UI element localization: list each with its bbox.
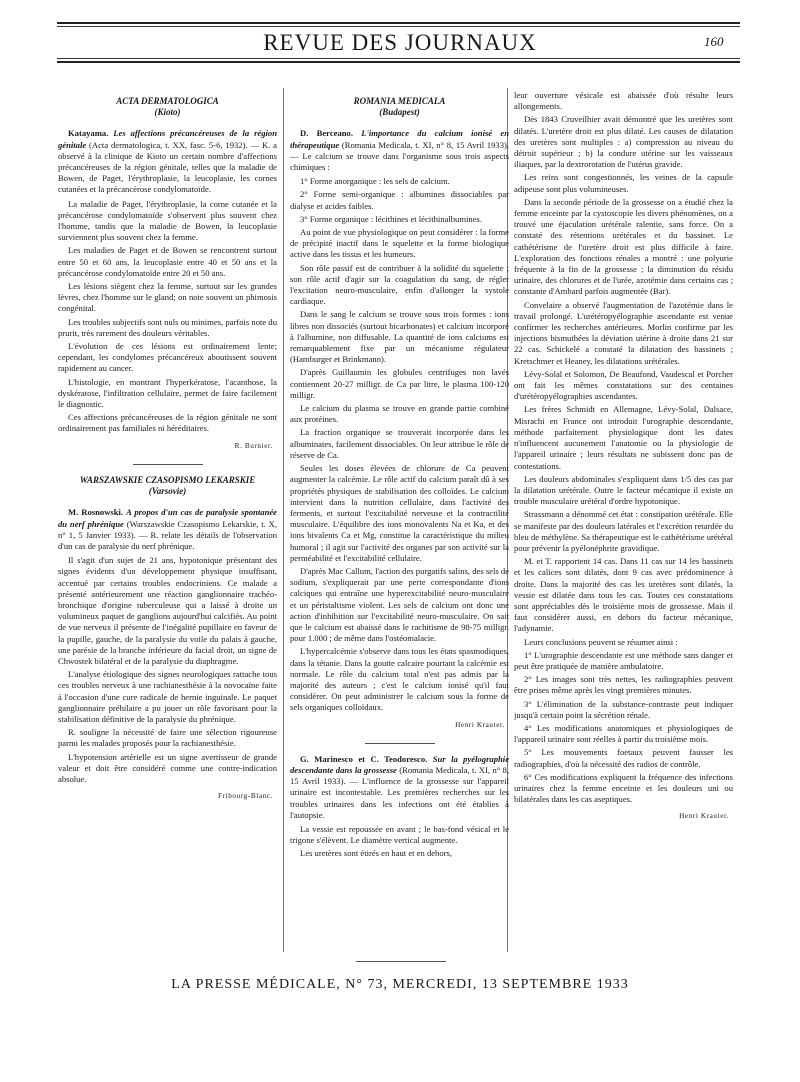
paragraph: D'après Mac Callum, l'action des purgatifs salins, des sels de sodium, s'expliquerait par une perte correspondante d'ions calciques qui entraîne une hyperexcitabilité neuro-musculaire et un péristaltisme violent. Les sels de calcium ont donc une action d'inhibition sur l'excitabilité neuro-musculaire. On sait que le calcium est abaissé dans le rachitisme de 98-75 milligr. pour 1.000 ; de même dans l'ostéomalacie. (290, 565, 509, 644)
paragraph: Dans la seconde période de la grossesse on a étudié chez la femme enceinte par la cystoscopie les divers phénomènes, on a trouvé une éjaculation urétérale ralentie, sans force. On a constaté des rétentions urétérales et du bassinet. Le cathétérisme de l'uretère droit est plus difficile à faire. L'exploration des fonctions rénales a montré : une polyurie fréquente à la fin de la grossesse ; la diminution du résidu urinaire, des chlorures et de l'urée, azotémie dans certains cas ; constante d'Ambard parfois augmentée (Bar). (514, 196, 733, 297)
journal-city: (Varsovie) (148, 486, 187, 497)
page-number: 160 (704, 34, 724, 49)
paragraph: L'analyse étiologique des signes neurologiques rattache tous ces troubles nerveux à une rachianesthésie à la novocaïne faite à l'occasion d'une cure radicale de hernie inguinale. Le paquet ganglionnaire préhilaire a pu jouer un rôle favorisant pour la stabilisation définitive de la paralysie du phrénique. (58, 669, 277, 724)
section-separator (365, 743, 435, 744)
article-heading (58, 507, 277, 552)
footer-rule (356, 961, 446, 962)
article-author: G. Marinesco et C. Teodoresco. (300, 753, 428, 764)
header-rule-bottom (57, 58, 740, 59)
list-item: 5° Les mouvements foetaux peuvent fausser les radiographies, d'où la nécessité des radios de contrôle. (514, 747, 733, 769)
column-3 (514, 90, 733, 952)
article-reference: (Acta dermatologica, t. XX, fasc. 5-6, 1932). — K. a observé à la clinique de Kioto un certain nombre d'affections précancéreuses de la région génitale, telles que la maladie de Bowen, de Paget, l'érythroplasie, la leucoplasie, les cornes cutanées et la précancérose condylomatoïde. (58, 139, 277, 195)
article-heading (290, 754, 509, 821)
article-title: L'importance du calcium ionisé en thérapeutique (290, 128, 509, 150)
paragraph: Ces affections précancéreuses de la région génitale ne sont ordinairement pas familiales ni héréditaires. (58, 412, 277, 434)
paragraph: Les troubles subjectifs sont nuls ou minimes, parfois note du prurit, très rarement des douleurs véritables. (58, 316, 277, 338)
paragraph: M. et T. rapportent 14 cas. Dans 11 cas sur 14 les bassinets et les calices sont dilatés, dont 9 cas avec prédominence à droite. Dans la majorité des cas les uretères sont dilatés, la vessie est dilatée dans tous les cas. Toutes ces constatations sont appréciables dès le troisième mois de grossesse. Mais il faut considérer aussi, en dehors du facteur mécanique, l'adynamie. (514, 556, 733, 634)
paragraph: Le calcium du plasma se trouve en grande partie combiné aux protéines. (290, 403, 509, 425)
paragraph: Les frères Schmidt en Allemagne, Lévy-Solal, Dalsace, Misrachi en France ont introduit l'urographie descendante, méthode parfaitement physiologique dont les dates n'influencent aucunement l'anatomie ou la physiologie de l'appareil urinaire ; leurs résultats ne subissent donc pas de contestations. (514, 404, 733, 471)
list-item: 3° L'élimination de la substance-contraste peut indiquer jusqu'à certain point la sécrétion rénale. (514, 698, 733, 720)
article-signature: Henri Krauter. (455, 720, 505, 729)
column-divider-1 (283, 88, 284, 952)
page-title: REVUE DES JOURNAUX (263, 30, 537, 55)
article-title: Sur la pyélographie descendante dans la grossesse (290, 753, 509, 775)
article-reference: (Romania Medicala, t. XI, n° 8, 15 Avril 1933). — Le calcium se trouve dans l'organisme sous trois aspects chimiques : (290, 139, 509, 173)
journal-city: (Budapest) (379, 107, 420, 118)
paragraph: Les uretères sont étirés en haut et en dehors, (300, 848, 453, 859)
paragraph: R. souligne la nécessité de faire une sélection rigoureuse parmi les malades proposés pour la rachianesthésie. (58, 727, 277, 749)
article-heading (58, 128, 277, 195)
paragraph: L'évolution de ces lésions est ordinairement lente; cependant, les condylomes précancéreux aboutissent souvent rapidement au cancer. (58, 341, 277, 374)
paragraph: Convelaire a observé l'augmentation de l'azotémie dans le travail prolongé. L'urétéropyélographie ascendante est venue confirmer les recherches antérieures. Morlin confirme par les injections bismuthées la déviation utérine à droite dans 21 sur 22 cas. Schickelé a constaté la dilatation des bassinets ; Kretschmer et Heaney, les dilatations urétérales. (514, 299, 733, 366)
paragraph: L'hypotension artérielle est un signe avertisseur de grande valeur et doit être considéré comme une contre-indication absolue. (58, 751, 277, 784)
paragraph: Les maladies de Paget et de Bowen se rencontrent surtout entre 50 et 60 ans, la leucoplasie entre 40 et 50 ans et la précancérose condylomatoïde entre 20 et 50 ans. (58, 245, 277, 278)
paragraph: Dès 1843 Cruveilhier avait démontré que les uretères sont dilatés. L'uretère droit est plus dilaté. Les causes de dilatation des uretères sont multiples : a) compression au niveau du détroit supérieur ; b) la condure utérine sur les vaisseaux iliaques, par la dextrorotation de l'utérus gravide. (514, 114, 733, 170)
paragraph: leur ouverture vésicale est abaissée d'où résulte leurs allongements. (514, 90, 733, 112)
article-author: D. Berceano. (300, 128, 353, 139)
paragraph: La vessie est repoussée en avant ; le bas-fond vésical et le trigone s'élèvent. Le diamètre vertical augmente. (290, 823, 509, 846)
paragraph: Il s'agit d'un sujet de 21 ans, hypotonique présentant des signes évidents d'un développement physique insuffisant, accentué par certains troubles endocriniens. Ce malade a présenté antérieurement une réaction ganglionnaire trachéo-bronchique d'origine tuberculeuse qui a laissé à droite un volumineux paquet de ganglions aujourd'hui calcifiés. Au point de vue nerveux il présente de l'inégalité pupillaire en faveur de la pupille, gauche, de la paralysie du voile du palais à gauche, une parésie de la branche inférieure du facial droit, un signe de Chwostek bilatéral et de la paralysie du diaphragme. (58, 555, 277, 666)
list-item: 2° Les images sont très nettes, les radiographies peuvent être prises même après les vingt premières minutes. (514, 674, 733, 696)
paragraph: Strassmann a dénommé cet état : constipation urétérale. Elle se manifeste par des douleurs latérales et l'excrétion retardée du bleu de méthylène. Sa thérapeutique est le cathétérisme urétéral pour prévenir la pyélonéphrite gravidique. (514, 509, 733, 553)
paragraph: Son rôle passif est de contribuer à la solidité du squelette ; son rôle actif d'agir sur la coagulation du sang, de régler l'excitation neuro-musculaire, enfin d'allonger la systole cardiaque. (290, 262, 509, 307)
article-signature: Henri Krauter. (679, 812, 729, 821)
article-title: Les affections précancéreuses de la région génitale (58, 128, 277, 150)
paragraph: Au point de vue physiologique on peut considérer : la forme de précipité inactif dans le squelette et la forme biologique active dans les tissus et les humeurs. (290, 227, 509, 260)
article-reference: (Warszawskie Czasopismo Lekarskie, t. X, n° 1, 5 Janvier 1933). — R. relate les détails de l'observation d'un cas de paralysie du nerf phrénique. (58, 518, 277, 551)
journal-name: WARSZAWSKIE CZASOPISMO LEKARSKIE (79, 474, 256, 485)
paragraph: Leurs conclusions peuvent se résumer ainsi : (524, 636, 678, 647)
article-signature: R. Burnier. (234, 441, 273, 450)
journal-name: ROMANIA MEDICALA (353, 96, 446, 106)
paragraph: Seules les doses élevées de chlorure de Ca peuvent augmenter la calcémie. Le rôle actif du calcium paraît dû à ses propriétés physiques de stabilisation des colloïdes. Le calcium intervient dans la nutrition cellulaire, dans l'activité des ferments, et surtout l'excitabilité nerveuse et la contractilité musculaire. L'équilibre des ions monovalents Na et Ka, et des ions bivalents Ca et Mg, constitue la caractéristique du milieu humoral ; il agit sur l'activité des organes par son activité sur la perméabilité et l'excitabilité cellulaire. (290, 463, 509, 563)
paragraph: Les lésions siègent chez la femme, surtout sur les grandes lèvres, chez l'homme sur le gland; on note souvent un phimosis congénital. (58, 281, 277, 314)
article-author: Katayama. (68, 128, 109, 139)
paragraph: L'histologie, en montrant l'hyperkératose, l'acanthose, la dyskératose, l'infiltration cellulaire, permet de faire facilement le diagnostic. (58, 376, 277, 410)
article-signature: Fribourg-Blanc. (218, 792, 273, 801)
list-item: 4° Les modifications anatomiques et physiologiques de l'appareil urinaire sont réelles à partir du troisième mois. (514, 722, 733, 745)
journal-city: (Kioto) (154, 107, 181, 118)
paragraph: Lévy-Solal et Solomon, De Beaufond, Vaudescal et Porcher ont fait les mêmes constatations sur des centaines d'urétéropyélographies ascendantes. (514, 368, 733, 402)
header-rule-top-thin (57, 26, 740, 27)
list-item: 2° Forme semi-organique : albumines dissociables par dialyse et acides faibles. (290, 189, 509, 211)
paragraph: La maladie de Paget, l'érythroplasie, la corne cutanée et la précancérose condylomatoïde s'observent plus souvent chez l'homme, tandis que la maladie de Bowen, la leucoplasie surviennent plus souvent chez la femme. (58, 198, 277, 243)
article-title: A propos d'un cas de paralysie spontanée du nerf phrénique (58, 507, 277, 529)
paragraph: Les reins sont congestionnés, les veines de la capsule adipeuse sont plus volumineuses. (514, 172, 733, 194)
article-heading (290, 128, 509, 173)
page-footer: LA PRESSE MÉDICALE, N° 73, MERCREDI, 13 SEPTEMBRE 1933 (171, 977, 629, 992)
list-item: 1° L'urographie descendante est une méthode sans danger et peut être pratiquée de manière ambulatoire. (514, 649, 733, 671)
journal-name: ACTA DERMATOLOGICA (116, 96, 219, 106)
section-separator (133, 464, 203, 465)
column-1 (58, 90, 277, 952)
paragraph: Les douleurs abdominales s'expliquent dans 1/5 des cas par la dilatation urétérale. Outre le facteur mécanique il existe un trouble musculaire urétéral d'ordre hypotonique. (514, 473, 733, 507)
list-item: 3° Forme organique : lécithines et lécithinalbumines. (300, 213, 483, 224)
column-2 (290, 90, 509, 952)
article-reference: (Romania Medicala, t. XI, n° 8, 15 Avril 1933). — L'influence de la grossesse sur l'appareil urinaire est incontestable. Les premières recherches sur les troubles urinaires dans les infections ont été établies à l'autopsie. (290, 764, 509, 820)
list-item: 6° Ces modifications expliquent la fréquence des infections urinaires chez la femme enceinte et les douleurs uni ou bilatérales dans les cas aseptiques. (514, 771, 733, 805)
paragraph: D'après Guillaumin les globules centrifuges non lavés contiennent 20-27 milligr. de Ca par litre, le plasma 100-120 milligr. (290, 367, 509, 400)
paragraph: L'hypercalcémie s'observe dans tous les états spasmodiques, dans la tétanie. Dans la goutte calcaire pourtant la calcémie est normale. Le rôle du calcium total n'est pas admis par la majorité des auteurs ; c'est le calcium ionisé qu'il faut considérer. On peut administrer le calcium sous la forme de sels organiques colloïdaux. (290, 646, 509, 713)
header-rule-top (57, 22, 740, 24)
header-rule-bottom-thick (57, 61, 740, 63)
article-author: M. Rosnowski. (68, 507, 124, 518)
paragraph: La fraction organique se trouverait incorporée dans les albuminates, facilement dissociables. On leur attribue le rôle de réserve de Ca. (290, 427, 509, 460)
list-item: 1° Forme anorganique : les sels de calcium. (300, 176, 450, 187)
paragraph: Dans le sang le calcium se trouve sous trois formes : ions libres non dissociés (surtout bicarbonates) et calcium incorporé à l'albumine, non diffusable. La quantité de ions calciums est remarquablement fixe par un mécanisme régulateur (Hamburger et Brinkmann). (290, 309, 509, 365)
